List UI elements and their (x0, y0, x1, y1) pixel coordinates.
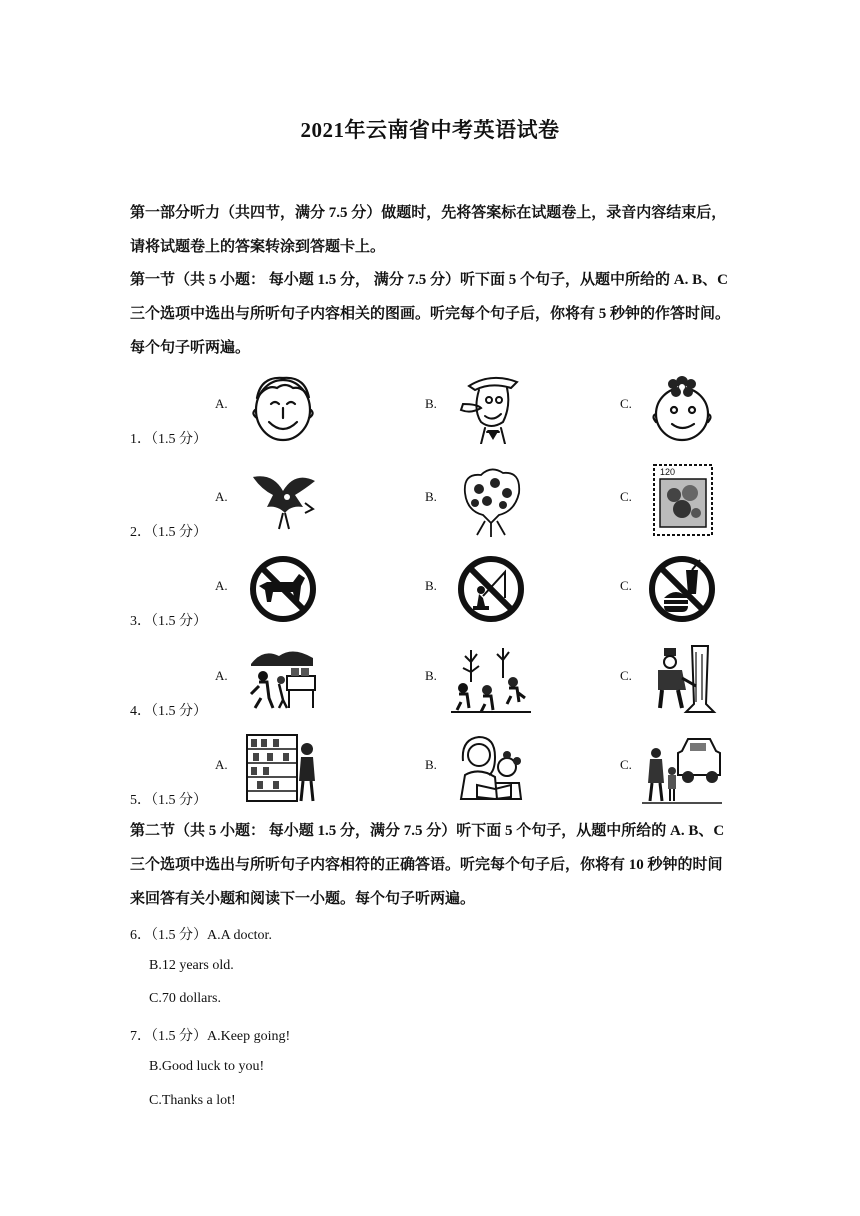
option-letter: C. (620, 489, 632, 504)
man-with-hat-face-icon (451, 370, 531, 444)
question-3-label: 3．（1.5 分） (130, 614, 207, 629)
bird-icon (243, 463, 323, 537)
option-letter: A. (215, 396, 228, 411)
no-dogs-sign-icon (243, 552, 323, 626)
no-food-drink-sign-icon (642, 552, 722, 626)
question-3 (130, 550, 735, 630)
no-fishing-sign-icon (451, 552, 531, 626)
mother-reading-to-child-icon (451, 731, 531, 805)
option-letter: B. (425, 489, 437, 504)
q6-option-a[interactable]: A.A doctor. (207, 928, 272, 943)
stamp-value: 120 (660, 467, 676, 477)
people-at-market-icon (243, 642, 323, 716)
smiling-boy-face-icon (243, 370, 323, 444)
question-1 (130, 368, 735, 448)
q7-option-b[interactable]: B.Good luck to you! (149, 1059, 265, 1074)
option-letter: A. (215, 489, 228, 504)
q6-option-c[interactable]: C.70 dollars. (149, 991, 221, 1006)
question-2-label: 2．（1.5 分） (130, 525, 207, 540)
option-letter: B. (425, 396, 437, 411)
postage-stamp-icon (642, 463, 722, 537)
option-letter: C. (620, 578, 632, 593)
q7-option-c[interactable]: C.Thanks a lot! (149, 1093, 236, 1108)
option-letter: B. (425, 668, 437, 683)
section2-instructions: 第二节（共 5 小题： 每小题 1.5 分，满分 7.5 分）听下面 5 个句子，从题中所给的 A. B、C 三个选项中选出与所听句子内容相符的正确答语。听完每个句子后，你将有 10 秒钟的时间来回答有关小题和阅读下一小题。每个句子听两遍。 (130, 823, 725, 907)
family-by-car-icon (642, 731, 722, 805)
option-letter: C. (620, 396, 632, 411)
q7-option-a[interactable]: A.Keep going! (207, 1029, 291, 1044)
question-6-label: 6．（1.5 分）A.A doctor. (130, 928, 272, 943)
flower-bouquet-icon (451, 463, 531, 537)
man-cutting-tree-icon (642, 642, 722, 716)
children-planting-trees-icon (451, 642, 531, 716)
q6-option-b[interactable]: B.12 years old. (149, 958, 234, 973)
option-letter: A. (215, 578, 228, 593)
question-4 (130, 640, 735, 720)
section1-instructions: 第一节（共 5 小题： 每小题 1.5 分， 满分 7.5 分）听下面 5 个句子，从题中所给的 A. B、C 三个选项中选出与所听句子内容相关的图画。听完每个句子后，你将有 5 秒钟的作答时间。每个句子听两遍。 (130, 272, 731, 356)
question-2 (130, 461, 735, 541)
question-5 (130, 729, 735, 809)
option-letter: C. (620, 668, 632, 683)
option-letter: C. (620, 757, 632, 772)
question-4-label: 4．（1.5 分） (130, 704, 207, 719)
question-5-label: 5．（1.5 分） (130, 793, 207, 808)
shopping-in-store-icon (243, 731, 323, 805)
option-letter: B. (425, 578, 437, 593)
question-7-label: 7．（1.5 分）A.Keep going! (130, 1029, 291, 1044)
page-title: 2021年云南省中考英语试卷 (300, 118, 560, 142)
option-letter: A. (215, 668, 228, 683)
option-letter: A. (215, 757, 228, 772)
part1-instructions: 第一部分听力（共四节，满分 7.5 分）做题时，先将答案标在试题卷上，录音内容结束后，请将试题卷上的答案转涂到答题卡上。 (130, 205, 727, 255)
girl-with-flower-face-icon (642, 370, 722, 444)
option-letter: B. (425, 757, 437, 772)
question-1-label: 1．（1.5 分） (130, 432, 207, 447)
